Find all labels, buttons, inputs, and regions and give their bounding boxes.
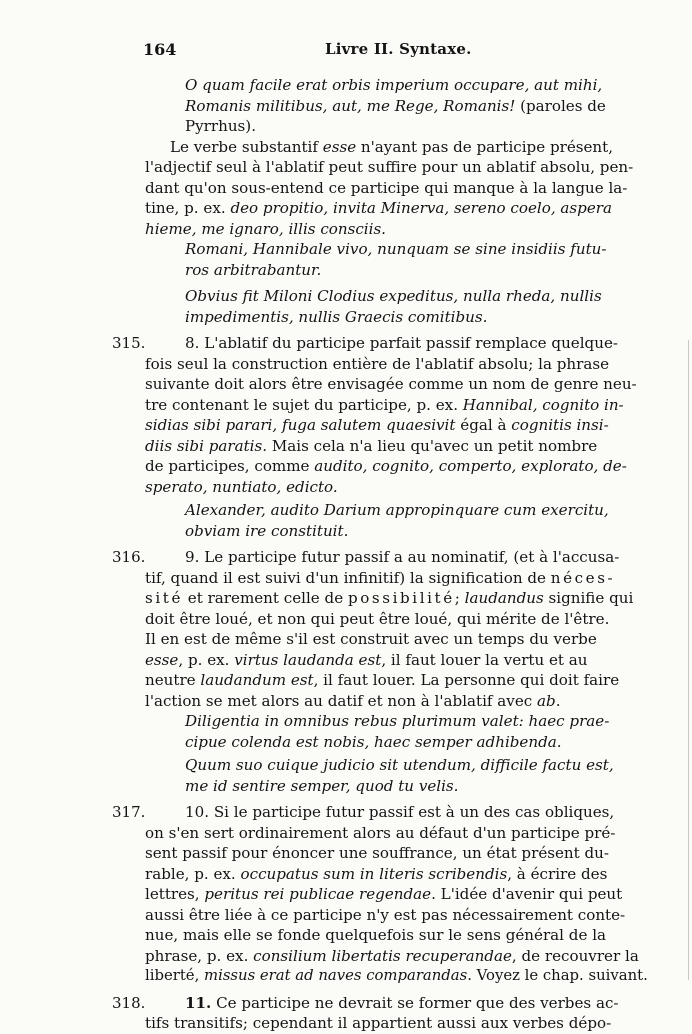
text-line: aussi être liée à ce participe n'y est pas nécessairement conte- <box>145 905 626 924</box>
paragraph-number: 8. <box>185 334 200 352</box>
paragraph-315-line <box>112 333 648 354</box>
latin-example: occupatus sum in literis scribendis <box>240 864 508 883</box>
paragraph-317-line <box>112 802 648 823</box>
example-line: cipue colenda est nobis, haec semper adhibenda. <box>185 732 562 751</box>
text: ; <box>454 589 465 607</box>
text: signifie qui <box>543 589 634 607</box>
text: lettres, <box>145 885 205 903</box>
text: tif, quand il est suivi d'un infinitif) la signification de <box>145 568 551 587</box>
text-line: nue, mais elle se fonde quelquefois sur le sens général de la <box>145 926 607 944</box>
text-line <box>145 884 648 905</box>
section-number-317: 317. <box>112 803 146 821</box>
text-line <box>145 137 648 158</box>
text: et rarement celle de <box>182 589 348 607</box>
page-edge-line <box>688 340 689 980</box>
latin-term: esse <box>322 137 357 156</box>
spaced-term: néces- <box>550 568 616 587</box>
attribution: (paroles de <box>515 96 606 115</box>
text: . <box>555 691 561 710</box>
text: Si le participe futur passif est à un des cas obliques, <box>209 803 615 821</box>
latin-example: audito, cognito, comperto, explorato, de- <box>314 457 627 475</box>
text-line <box>145 691 648 712</box>
text-line: l'adjectif seul à l'ablatif peut suffire pour un ablatif absolu, pen- <box>145 158 634 176</box>
paragraph-number: 9. <box>185 548 200 566</box>
text-line <box>145 966 648 987</box>
latin-example: sidias sibi parari, fuga salutem quaesivit <box>145 416 456 434</box>
text: , il faut louer la vertu et au <box>381 650 588 669</box>
section-number-315: 315. <box>112 334 146 352</box>
text-line <box>145 219 648 240</box>
paragraph-number: 10. <box>185 803 210 821</box>
example-line: O quam facile erat orbis imperium occupare, aut mihi, <box>185 76 603 94</box>
text: , de recouvrer la <box>511 946 639 965</box>
example-line: ros arbitrabantur. <box>185 260 322 279</box>
text: égal à <box>455 416 512 434</box>
paragraph-318-line <box>112 993 648 1014</box>
text: phrase, p. ex. <box>145 946 254 965</box>
text-line <box>145 588 648 609</box>
latin-example: Hannibal, cognito in- <box>462 395 624 414</box>
text: , il faut louer. La personne qui doit faire <box>313 671 620 689</box>
example-line: Romani, Hannibale vivo, nunquam se sine insidiis futu- <box>185 240 607 258</box>
text: . Voyez le chap. suivant. <box>467 967 648 984</box>
text: tre contenant le sujet du participe, p. ex. <box>145 395 463 414</box>
latin-example: deo propitio, invita Minerva, sereno coelo, aspera <box>230 199 612 217</box>
paragraph-316-line <box>112 547 648 568</box>
latin-example: sperato, nuntiato, edicto. <box>145 477 338 496</box>
latin-example: peritus rei publicae regendae <box>204 885 432 903</box>
running-title: Livre II. Syntaxe. <box>325 40 472 58</box>
text: , à écrire des <box>507 864 608 883</box>
latin-example: missus erat ad naves comparandas <box>204 967 468 984</box>
text-line: Il en est de même s'il est construit avec un temps du verbe <box>145 630 597 648</box>
text: l'action se met alors au datif et non à l'ablatif avec <box>145 691 538 710</box>
text-line <box>145 198 648 219</box>
text-line: dant qu'on sous-entend ce participe qui manque à la langue la- <box>145 178 628 197</box>
text-line: sent passif pour énoncer une souffrance, un état présent du- <box>145 844 609 862</box>
text-line: fois seul la construction entière de l'ablatif absolu; la phrase <box>145 354 610 373</box>
text-line: suivante doit alors être envisagée comme un nom de genre neu- <box>145 375 637 393</box>
page-header <box>143 40 613 64</box>
text-line <box>145 864 648 885</box>
text: Le participe futur passif a au nominatif, (et à l'accusa- <box>199 548 620 566</box>
spaced-term: possibilité <box>347 589 455 607</box>
section-number-316: 316. <box>112 548 146 566</box>
text: tine, p. ex. <box>145 199 231 217</box>
spaced-term: sité <box>145 589 183 607</box>
text: liberté, <box>145 967 205 984</box>
text-line <box>145 436 648 457</box>
text-line <box>145 395 648 416</box>
text: Ce participe ne devrait se former que des verbes ac- <box>211 993 619 1012</box>
text-line: doit être loué, et non qui peut être loué, qui mérite de l'être. <box>145 609 610 628</box>
example-line: Diligentia in omnibus rebus plurimum valet: haec prae- <box>185 712 610 730</box>
text-line <box>145 477 648 498</box>
example-line: me id sentire semper, quod tu velis. <box>185 776 459 795</box>
latin-term: laudandus <box>464 589 544 607</box>
text-line <box>145 456 648 477</box>
example-line: Alexander, audito Darium appropinquare cum exercitu, <box>185 501 609 519</box>
text-line: on s'en sert ordinairement alors au défaut d'un participe pré- <box>145 823 616 842</box>
text: , p. ex. <box>178 650 235 669</box>
text: n'ayant pas de participe présent, <box>356 137 614 156</box>
page-body <box>112 75 648 1034</box>
latin-example: diis sibi paratis. <box>145 436 268 455</box>
latin-example: consilium libertatis recuperandae <box>253 946 512 965</box>
paragraph-number: 11. <box>185 993 212 1012</box>
example-line: Obvius fit Miloni Clodius expeditus, nulla rheda, nullis <box>185 287 602 305</box>
text: L'ablatif du participe parfait passif remplace quelque- <box>199 334 618 352</box>
text-line <box>145 946 648 967</box>
text: Le verbe substantif <box>170 137 323 156</box>
text-line <box>145 650 648 671</box>
example-line: obviam ire constituit. <box>185 521 349 540</box>
latin-example: laudandum est <box>200 671 314 689</box>
text-line: Pyrrhus). <box>185 117 256 135</box>
section-number-318: 318. <box>112 993 146 1012</box>
latin-example: hieme, me ignaro, illis consciis. <box>145 219 386 238</box>
text-line <box>145 568 648 589</box>
latin-term: esse <box>145 650 179 669</box>
example-line <box>145 96 648 117</box>
text: . L'idée d'avenir qui peut <box>431 885 623 903</box>
latin-example: virtus laudanda est <box>234 650 382 669</box>
text-line: tifs transitifs; cependant il appartient aussi aux verbes dépo- <box>145 1014 612 1032</box>
text-line <box>145 415 648 436</box>
latin-example: cognitis insi- <box>511 416 609 434</box>
text: neutre <box>145 671 201 689</box>
text: de participes, comme <box>145 457 315 475</box>
text: rable, p. ex. <box>145 864 241 883</box>
latin-term: ab <box>537 691 556 710</box>
text-line <box>145 670 648 691</box>
example-text: Romanis militibus, aut, me Rege, Romanis! <box>185 96 516 115</box>
example-line: Quum suo cuique judicio sit utendum, difficile factu est, <box>185 756 614 774</box>
text: Mais cela n'a lieu qu'avec un petit nombre <box>267 436 598 455</box>
example-line: impedimentis, nullis Graecis comitibus. <box>185 307 488 326</box>
page-number: 164 <box>143 40 177 59</box>
